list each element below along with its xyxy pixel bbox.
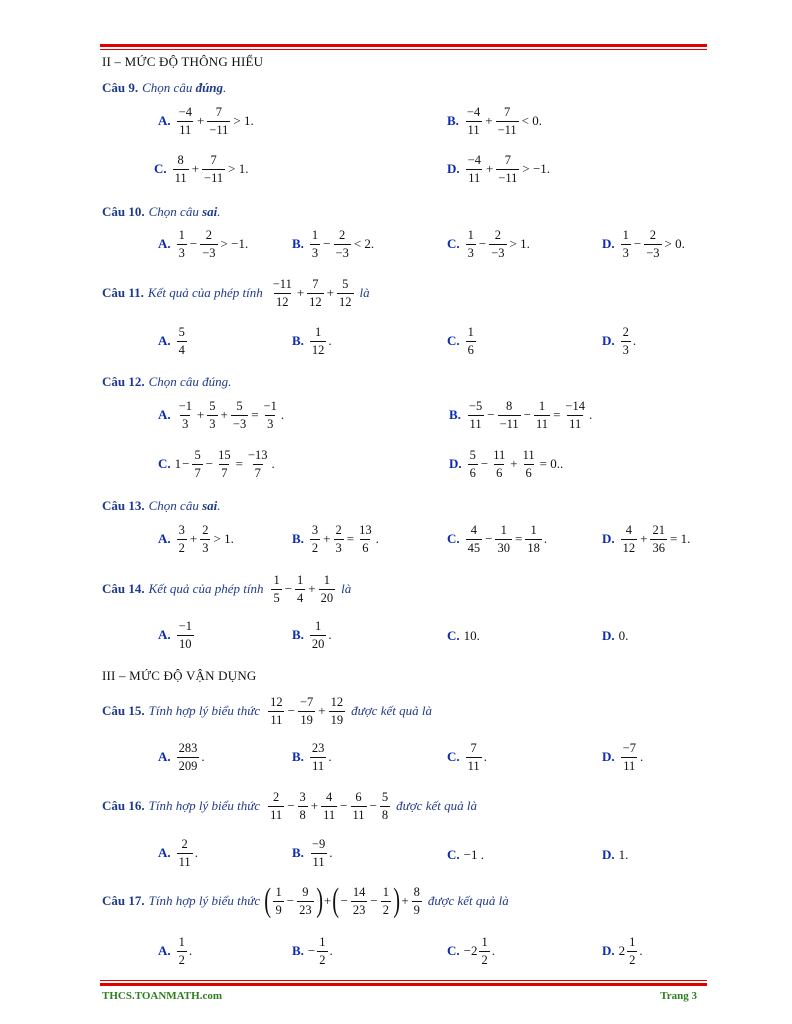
- option-c: C. 1 6: [447, 325, 474, 357]
- option-c: C. 1 − $\frac{5}{7}$ − $\frac{15}{7}$ = $\frac{-13}{7}$ .: [158, 448, 275, 480]
- option-c: C. 10.: [447, 628, 480, 643]
- option-a: A. −1 3 + $\frac{5}{3}$ + $\frac{5}{-3}$ = $\frac{-1}{3}$ .: [158, 399, 285, 431]
- option-b: B. 1 3 − $\frac{2}{-3}$ < 2.: [292, 228, 375, 260]
- option-c: C. 8 11 + $\frac{7}{-11}$ > 1.: [154, 153, 249, 185]
- footer-site[interactable]: THCS.TOANMATH.com: [102, 990, 222, 1002]
- question-17: Câu 17. Tính hợp lý biểu thức ( 1 9 − $\frac{9}{23}$ ) + ( − $\frac{14}{23}$ − $\frac{1}{2}$ ) + $\frac{8}{9}$ được kết quả là: [102, 882, 509, 919]
- option-b: B. − $\frac{1}{2}$ .: [292, 935, 333, 967]
- option-c: C. −1 .: [447, 847, 484, 862]
- option-b: B. 1 20 .: [292, 619, 332, 651]
- question-13: Câu 13. Chọn câu sai.: [102, 498, 221, 513]
- section-heading: II – MỨC ĐỘ THÔNG HIỂU: [102, 54, 264, 69]
- option-c: C. 1 3 − $\frac{2}{-3}$ > 1.: [447, 228, 530, 260]
- question-number: Câu 9.: [102, 80, 139, 95]
- top-rule-thick: [100, 44, 707, 47]
- bottom-rule-thick: [100, 983, 707, 986]
- section-heading: III – MỨC ĐỘ VẬN DỤNG: [102, 668, 257, 683]
- option-b: B. −5 11 − $\frac{8}{-11}$ − $\frac{1}{11}$ = $\frac{-14}{11}$ .: [449, 399, 593, 431]
- option-b: B. −9 11 .: [292, 837, 333, 869]
- option-c: C. 4 45 − $\frac{1}{30}$ = $\frac{1}{18}$ .: [447, 523, 548, 555]
- option-c: C. 7 11 .: [447, 741, 487, 773]
- option-d: D. 1.: [602, 847, 629, 862]
- option-a: A. 1 2 .: [158, 935, 193, 967]
- question-10: Câu 10. Chọn câu sai.: [102, 204, 221, 219]
- option-d: D. −7 11 .: [602, 741, 644, 773]
- option-a: A. −4 11 + $\frac{7}{-11}$ > 1.: [158, 105, 254, 137]
- option-a: A. 5 4: [158, 325, 185, 357]
- option-d: D. 5 6 − $\frac{11}{6}$ + $\frac{11}{6}$ = 0..: [449, 448, 564, 480]
- option-d: D. 2 3 .: [602, 325, 637, 357]
- question-11: Câu 11. Kết quả của phép tính −11 12 + $\frac{7}{12}$ + $\frac{5}{12}$ là: [102, 277, 370, 309]
- question-9: [102, 80, 226, 96]
- question-15: Câu 15. Tính hợp lý biểu thức 12 11 − $\frac{-7}{19}$ + $\frac{12}{19}$ được kết quả là: [102, 695, 432, 727]
- question-text: Chọn câu đúng.: [142, 80, 227, 95]
- option-d: D. 0.: [602, 628, 629, 643]
- question-14: Câu 14. Kết quả của phép tính 1 5 − $\frac{1}{4}$ + $\frac{1}{20}$ là: [102, 573, 352, 605]
- option-c: C. −2 1 2 .: [447, 935, 495, 967]
- option-a: A. −1 10: [158, 619, 192, 651]
- option-b: B. 3 2 + $\frac{2}{3}$ = $\frac{13}{6}$ .: [292, 523, 379, 555]
- option-b: B. −4 11 + $\frac{7}{-11}$ < 0.: [447, 105, 543, 137]
- option-b: B. 23 11 .: [292, 741, 332, 773]
- option-d: D. 4 12 + $\frac{21}{36}$ = 1.: [602, 523, 691, 555]
- option-d: D. 1 3 − $\frac{2}{-3}$ > 0.: [602, 228, 685, 260]
- option-b: B. 1 12 .: [292, 325, 332, 357]
- option-d: D. 2 1 2 .: [602, 935, 643, 967]
- question-12: Câu 12. Chọn câu đúng.: [102, 374, 232, 389]
- footer-page-number: Trang 3: [660, 990, 697, 1002]
- bottom-rule-thin: [100, 980, 707, 981]
- question-16: Câu 16. Tính hợp lý biểu thức 2 11 − $\frac{3}{8}$ + $\frac{4}{11}$ − $\frac{6}{11}$ − $\frac{5}{8}$ được kết quả là: [102, 790, 477, 822]
- option-a: A. 283 209 .: [158, 741, 205, 773]
- option-a: A. 3 2 + $\frac{2}{3}$ > 1.: [158, 523, 234, 555]
- option-a: A. 1 3 − $\frac{2}{-3}$ > −1.: [158, 228, 249, 260]
- option-a: A. 2 11 .: [158, 837, 198, 869]
- top-rule-thin: [100, 49, 707, 50]
- option-d: D. −4 11 + $\frac{7}{-11}$ > −1.: [447, 153, 551, 185]
